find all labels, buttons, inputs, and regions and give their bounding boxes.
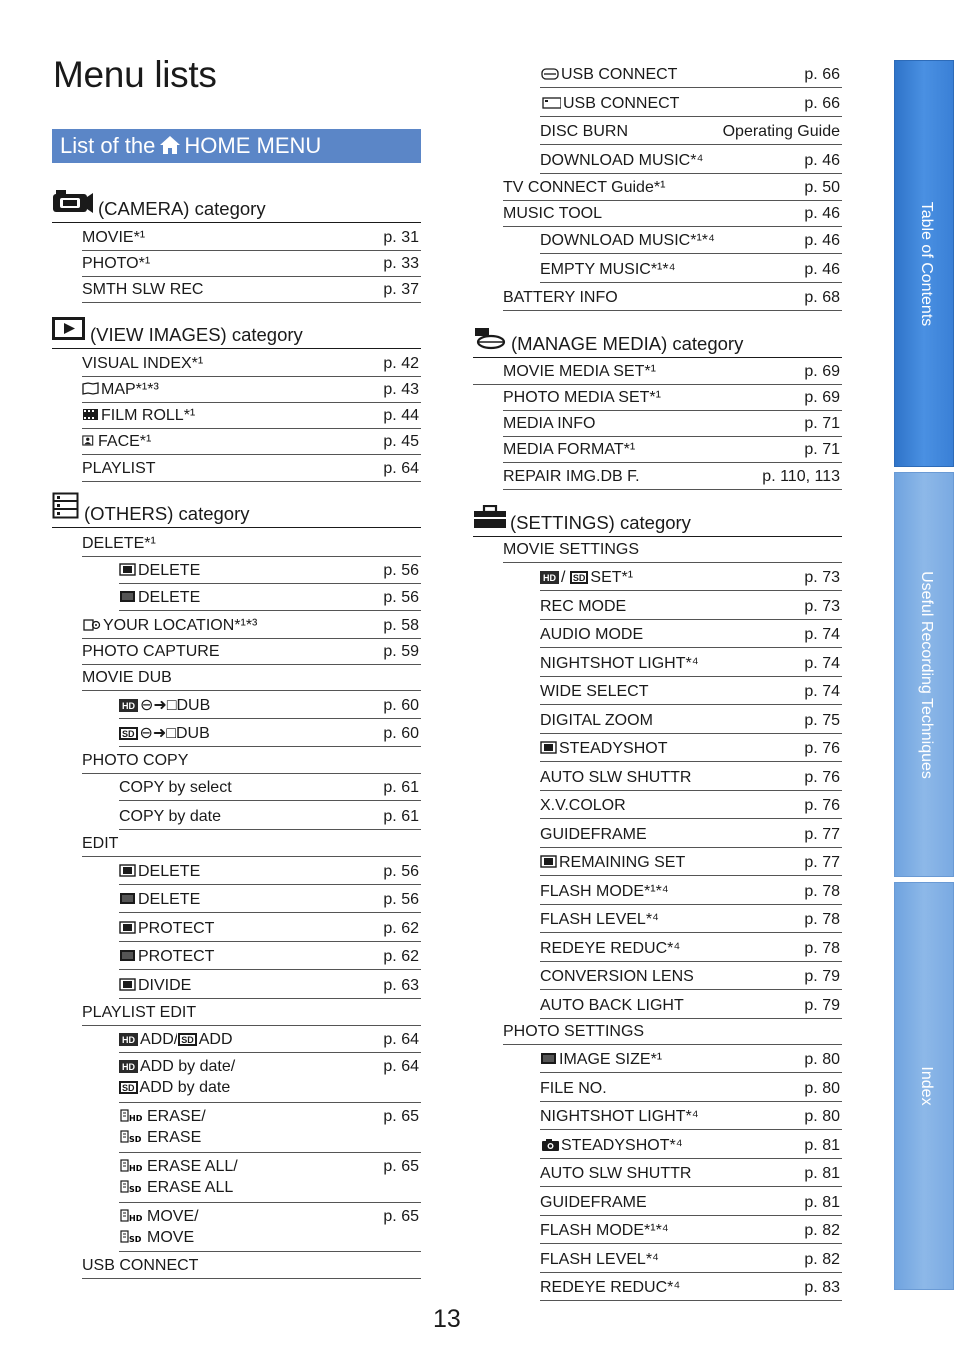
view-images-icon bbox=[52, 315, 86, 346]
sd-badge: SD bbox=[570, 571, 589, 584]
disc-icon bbox=[540, 67, 559, 80]
sd-playlist-icon bbox=[119, 1130, 145, 1143]
photo-frame-icon bbox=[119, 590, 136, 603]
hd-badge: HD bbox=[540, 571, 559, 584]
manage-media-category-header bbox=[473, 328, 842, 358]
menu-item[interactable]: MEDIA INFO p. 71 bbox=[503, 411, 842, 437]
menu-item[interactable]: FLASH LEVEL*⁴ p. 78 bbox=[540, 905, 842, 933]
hd-badge: HD bbox=[119, 1033, 138, 1046]
menu-item[interactable]: STEADYSHOT*⁴ p. 81 bbox=[540, 1130, 842, 1159]
menu-item[interactable]: SMTH SLW REC p. 37 bbox=[82, 277, 421, 303]
menu-item[interactable]: REMAINING SET p. 77 bbox=[540, 848, 842, 876]
home-menu-banner bbox=[52, 129, 421, 163]
tab-index[interactable]: Index bbox=[894, 882, 954, 1290]
hd-badge: HD bbox=[119, 699, 138, 712]
menu-item[interactable]: MAP*¹*³ p. 43 bbox=[82, 377, 421, 403]
menu-item[interactable]: NIGHTSHOT LIGHT*⁴ p. 80 bbox=[540, 1102, 842, 1130]
menu-item[interactable]: MOVIE DUB bbox=[82, 665, 421, 691]
hd-badge: HD bbox=[119, 1060, 138, 1073]
sd-badge: SD bbox=[119, 1081, 138, 1094]
dub-arrow-icon: ⊖➜□ bbox=[140, 697, 177, 714]
camera-category-title: (CAMERA) category bbox=[98, 198, 266, 219]
svg-text:HD: HD bbox=[129, 1114, 143, 1122]
page-title: Menu lists bbox=[53, 54, 217, 95]
menu-item[interactable]: MUSIC TOOL p. 46 bbox=[503, 201, 842, 227]
menu-item[interactable]: REDEYE REDUC*⁴ p. 78 bbox=[540, 933, 842, 962]
photo-frame-icon bbox=[540, 1052, 557, 1065]
menu-item[interactable]: HD ⊖➜□DUB p. 60 bbox=[119, 691, 421, 719]
home-bar-prefix: List of the bbox=[60, 133, 156, 158]
menu-item[interactable]: USB CONNECT p. 66 bbox=[540, 60, 842, 88]
menu-item[interactable]: PHOTO COPY bbox=[82, 747, 421, 774]
menu-item[interactable]: HD / SD SET*¹ p. 73 bbox=[540, 563, 842, 591]
map-icon bbox=[82, 382, 99, 395]
manage-media-category-title: (MANAGE MEDIA) category bbox=[511, 333, 744, 354]
others-icon bbox=[52, 492, 80, 525]
hd-playlist-icon bbox=[119, 1159, 145, 1172]
menu-item[interactable]: TV CONNECT Guide*¹ p. 50 bbox=[503, 174, 842, 201]
menu-item[interactable]: BATTERY INFO p. 68 bbox=[503, 283, 842, 311]
view-images-category-header bbox=[52, 319, 421, 349]
movie-frame-icon bbox=[540, 741, 557, 754]
camera-category-header bbox=[52, 193, 421, 223]
menu-item[interactable]: AUTO BACK LIGHT p. 79 bbox=[540, 990, 842, 1019]
menu-item[interactable]: STEADYSHOT p. 76 bbox=[540, 734, 842, 762]
settings-category-header bbox=[473, 507, 842, 537]
menu-item[interactable]: FLASH MODE*¹*⁴ p. 78 bbox=[540, 876, 842, 905]
menu-item[interactable]: PROTECT p. 62 bbox=[119, 942, 421, 970]
movie-frame-icon bbox=[540, 855, 557, 868]
menu-item[interactable]: PHOTO CAPTURE p. 59 bbox=[82, 639, 421, 665]
menu-item[interactable]: FACE*¹ p. 45 bbox=[82, 429, 421, 455]
view-images-category-title: (VIEW IMAGES) category bbox=[90, 324, 303, 345]
menu-item[interactable]: PLAYLIST p. 64 bbox=[82, 455, 421, 482]
menu-item[interactable]: DIGITAL ZOOM p. 75 bbox=[540, 705, 842, 734]
svg-text:SD: SD bbox=[129, 1135, 142, 1143]
others-category-title: (OTHERS) category bbox=[84, 503, 250, 524]
svg-text:SD: SD bbox=[129, 1185, 142, 1193]
location-icon bbox=[82, 618, 101, 631]
toolbox-icon bbox=[473, 505, 507, 534]
menu-item[interactable]: IMAGE SIZE*¹ p. 80 bbox=[540, 1045, 842, 1073]
movie-frame-icon bbox=[119, 978, 136, 991]
others-category-header bbox=[52, 498, 421, 528]
movie-frame-icon bbox=[119, 864, 136, 877]
camera-icon bbox=[52, 189, 94, 220]
sd-playlist-icon bbox=[119, 1230, 145, 1243]
menu-item[interactable]: MOVIE SETTINGS bbox=[503, 537, 842, 563]
dub-arrow-icon: ⊖➜□ bbox=[139, 725, 176, 742]
home-icon bbox=[159, 131, 181, 165]
menu-item[interactable]: HD ERASE/ SD ERASE p. 65 bbox=[119, 1103, 421, 1153]
menu-item[interactable]: HD ADD/ SD ADD p. 64 bbox=[119, 1026, 421, 1053]
home-bar-suffix: HOME MENU bbox=[184, 133, 322, 158]
menu-item[interactable]: HD MOVE/ SD MOVE p. 65 bbox=[119, 1203, 421, 1252]
menu-item[interactable]: DELETE p. 56 bbox=[119, 885, 421, 913]
menu-item[interactable]: DELETE*¹ bbox=[82, 530, 421, 557]
menu-item[interactable]: DOWNLOAD MUSIC*¹*⁴ p. 46 bbox=[540, 227, 842, 254]
menu-item[interactable]: HD ADD by date/ SD ADD by date p. 64 bbox=[119, 1053, 421, 1103]
menu-item[interactable]: PROTECT p. 62 bbox=[119, 913, 421, 942]
svg-text:HD: HD bbox=[129, 1164, 143, 1172]
menu-item[interactable]: PLAYLIST EDIT bbox=[82, 999, 421, 1026]
hd-playlist-icon bbox=[119, 1209, 145, 1222]
svg-text:SD: SD bbox=[129, 1235, 142, 1243]
movie-frame-icon bbox=[119, 563, 136, 576]
menu-item[interactable]: MOVIE*¹ p. 31 bbox=[82, 224, 421, 251]
menu-item[interactable]: MEDIA FORMAT*¹ p. 71 bbox=[503, 437, 842, 463]
sd-playlist-icon bbox=[119, 1180, 145, 1193]
menu-item[interactable]: FLASH MODE*¹*⁴ p. 82 bbox=[540, 1216, 842, 1244]
movie-frame-icon bbox=[119, 921, 136, 934]
menu-item[interactable]: USB CONNECT bbox=[82, 1252, 421, 1279]
photo-frame-icon bbox=[119, 949, 136, 962]
menu-item[interactable]: REPAIR IMG.DB F. p. 110, 113 bbox=[503, 463, 842, 490]
menu-item[interactable]: WIDE SELECT p. 74 bbox=[540, 677, 842, 705]
camera-photo-icon bbox=[540, 1138, 559, 1151]
sd-badge: SD bbox=[178, 1033, 197, 1046]
menu-item[interactable]: EDIT bbox=[82, 830, 421, 857]
menu-item[interactable]: GUIDEFRAME p. 77 bbox=[540, 819, 842, 848]
menu-item[interactable]: AUTO SLW SHUTTR p. 76 bbox=[540, 762, 842, 791]
menu-item[interactable]: FLASH LEVEL*⁴ p. 82 bbox=[540, 1244, 842, 1273]
hd-playlist-icon bbox=[119, 1109, 145, 1122]
film-roll-icon bbox=[82, 408, 99, 421]
menu-item[interactable]: DISC BURN Operating Guide bbox=[540, 117, 842, 145]
face-icon bbox=[82, 434, 96, 447]
menu-item[interactable]: VISUAL INDEX*¹ p. 42 bbox=[82, 351, 421, 377]
menu-item[interactable]: GUIDEFRAME p. 81 bbox=[540, 1187, 842, 1216]
menu-item[interactable]: YOUR LOCATION*¹*³ p. 58 bbox=[82, 611, 421, 639]
menu-item[interactable]: PHOTO*¹ p. 33 bbox=[82, 251, 421, 277]
sd-badge: SD bbox=[119, 727, 138, 740]
menu-item[interactable]: MOVIE MEDIA SET*¹ p. 69 bbox=[473, 359, 842, 385]
menu-item[interactable]: DELETE p. 56 bbox=[119, 557, 421, 584]
photo-frame-icon bbox=[119, 892, 136, 905]
menu-item[interactable]: FILM ROLL*¹ p. 44 bbox=[82, 403, 421, 429]
menu-item[interactable]: EMPTY MUSIC*¹*⁴ p. 46 bbox=[540, 254, 842, 283]
memory-card-icon bbox=[540, 96, 561, 109]
svg-text:HD: HD bbox=[129, 1214, 143, 1222]
tab-table-of-contents[interactable]: Table of Contents bbox=[894, 60, 954, 467]
menu-item[interactable]: NIGHTSHOT LIGHT*⁴ p. 74 bbox=[540, 648, 842, 677]
manage-media-icon bbox=[473, 326, 507, 355]
menu-item[interactable]: AUDIO MODE p. 74 bbox=[540, 620, 842, 648]
menu-item[interactable]: COPY by select p. 61 bbox=[119, 774, 421, 801]
settings-category-title: (SETTINGS) category bbox=[510, 512, 691, 533]
menu-item[interactable]: REDEYE REDUC*⁴ p. 83 bbox=[540, 1273, 842, 1301]
menu-item[interactable]: SD ⊖➜□DUB p. 60 bbox=[119, 719, 421, 747]
menu-item[interactable]: X.V.COLOR p. 76 bbox=[540, 791, 842, 819]
menu-item[interactable]: DOWNLOAD MUSIC*⁴ p. 46 bbox=[540, 145, 842, 174]
menu-item[interactable]: CONVERSION LENS p. 79 bbox=[540, 962, 842, 990]
menu-item[interactable]: FILE NO. p. 80 bbox=[540, 1073, 842, 1102]
menu-item[interactable]: DELETE p. 56 bbox=[119, 857, 421, 885]
menu-item[interactable]: HD ERASE ALL/ SD ERASE ALL p. 65 bbox=[119, 1153, 421, 1203]
menu-item[interactable]: DELETE p. 56 bbox=[119, 584, 421, 611]
menu-item[interactable]: USB CONNECT p. 66 bbox=[540, 88, 842, 117]
menu-item[interactable]: DIVIDE p. 63 bbox=[119, 970, 421, 999]
page-number: 13 bbox=[433, 1305, 461, 1333]
menu-item[interactable]: AUTO SLW SHUTTR p. 81 bbox=[540, 1159, 842, 1187]
menu-item[interactable]: REC MODE p. 73 bbox=[540, 591, 842, 620]
menu-item[interactable]: COPY by date p. 61 bbox=[119, 801, 421, 830]
tab-useful-recording-techniques[interactable]: Useful Recording Techniques bbox=[894, 472, 954, 877]
sidebar-tabs bbox=[894, 60, 954, 1290]
menu-item[interactable]: PHOTO SETTINGS bbox=[503, 1019, 842, 1045]
menu-item[interactable]: PHOTO MEDIA SET*¹ p. 69 bbox=[503, 385, 842, 411]
